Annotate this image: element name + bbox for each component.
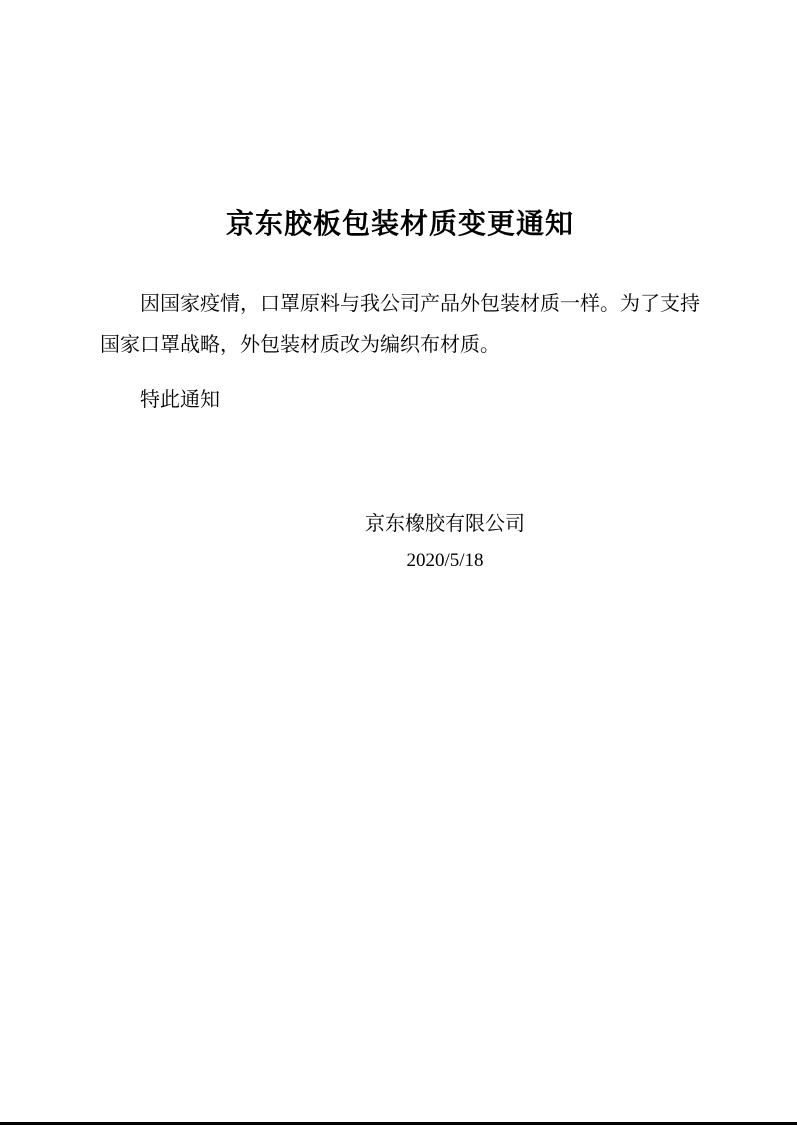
document-body (100, 284, 700, 421)
paragraph-spacer (100, 366, 700, 380)
signature-company: 京东橡胶有限公司 (365, 512, 525, 535)
signature-date: 2020/5/18 (406, 549, 484, 571)
signature-block (100, 505, 700, 579)
body-paragraph-1: 因国家疫情，口罩原料与我公司产品外包装材质一样。为了支持国家口罩战略，外包装材质改为编织布材质。 (100, 292, 700, 356)
document-content (100, 205, 700, 579)
page-title: 京东胶板包装材质变更通知 (225, 209, 574, 240)
body-paragraph-2: 特此通知 (140, 388, 220, 411)
